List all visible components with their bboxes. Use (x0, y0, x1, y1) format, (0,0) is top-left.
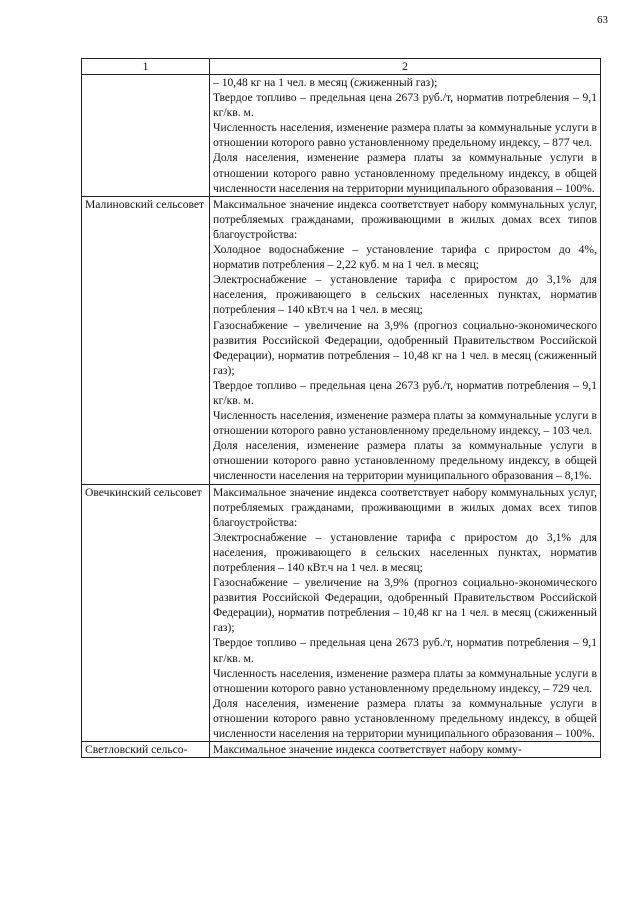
description-paragraph: Твердое топливо – предельная цена 2673 руб./т, норматив потребления – 9,1 кг/кв. м. (213, 91, 597, 120)
description-paragraph: Газоснабжение – увеличение на 3,9% (прогноз социально-экономического развития Российской Федерации, одобренный Правительством Российской Федерации), норматив потребления – 10,48 кг на 1 чел. в месяц (сжиженный газ); (213, 576, 597, 635)
table-row (82, 196, 601, 484)
indices-table (81, 58, 601, 758)
municipality-name (82, 75, 210, 197)
municipality-description (210, 484, 601, 742)
page-number: 63 (597, 14, 608, 26)
municipality-name: Овечкинский сельсовет (82, 484, 210, 742)
description-paragraph: Максимальное значение индекса соответствует набору коммунальных услуг, потребляемых гражданами, проживающими в жилых домах всех типов благоустройства: (213, 485, 597, 529)
description-paragraph: – 10,48 кг на 1 чел. в месяц (сжиженный газ); (213, 76, 438, 89)
description-paragraph: Максимальное значение индекса соответствует набору комму- (213, 743, 522, 757)
description-paragraph: Максимальное значение индекса соответствует набору коммунальных услуг, потребляемых гражданами, проживающими в жилых домах всех типов благоустройства: (213, 197, 597, 241)
municipality-name: Светловский сельсо- (82, 742, 210, 758)
table-header-row (82, 59, 601, 75)
table-row (82, 75, 601, 197)
description-paragraph: Численность населения, изменение размера платы за коммунальные услуги в отношении которого равно установленному предельному индексу, – 103 чел. (213, 409, 597, 438)
column-header-2: 2 (210, 59, 601, 75)
description-paragraph: Численность населения, изменение размера платы за коммунальные услуги в отношении которого равно установленному предельному индексу, – 729 чел. (213, 666, 597, 695)
table-row (82, 484, 601, 742)
municipality-description (210, 75, 601, 197)
description-paragraph: Газоснабжение – увеличение на 3,9% (прогноз социально-экономического развития Российской Федерации, одобренный Правительством Российской Федерации), норматив потребления – 10,48 кг на 1 чел. в месяц (сжиженный газ); (213, 318, 597, 377)
description-paragraph: Электроснабжение – установление тарифа с приростом до 3,1% для населения, проживающего в сельских населенных пунктах, норматив потребления – 140 кВт.ч на 1 чел. в месяц; (213, 530, 597, 574)
description-paragraph: Численность населения, изменение размера платы за коммунальные услуги в отношении которого равно установленному предельному индексу, – 877 чел. (213, 121, 597, 150)
municipality-description (210, 196, 601, 484)
description-paragraph: Доля населения, изменение размера платы за коммунальные услуги в отношении которого равно установленному предельному индексу, в общей численности населения на территории муниципального образования – 100%. (213, 151, 597, 195)
description-paragraph: Доля населения, изменение размера платы за коммунальные услуги в отношении которого равно установленному предельному индексу, в общей численности населения на территории муниципального образования – 100%. (213, 696, 597, 741)
description-paragraph: Электроснабжение – установление тарифа с приростом до 3,1% для населения, проживающего в сельских населенных пунктах, норматив потребления – 140 кВт.ч на 1 чел. в месяц; (213, 273, 597, 317)
description-paragraph: Доля населения, изменение размера платы за коммунальные услуги в отношении которого равно установленному предельному индексу, в общей численности населения на территории муниципального образования – 8,1%. (213, 439, 597, 483)
description-paragraph: Твердое топливо – предельная цена 2673 руб./т, норматив потребления – 9,1 кг/кв. м. (213, 636, 597, 665)
table-row (82, 742, 601, 758)
municipality-name: Малиновский сельсовет (82, 196, 210, 484)
column-header-1: 1 (82, 59, 210, 75)
municipality-description (210, 742, 601, 758)
description-paragraph: Твердое топливо – предельная цена 2673 руб./т, норматив потребления – 9,1 кг/кв. м. (213, 378, 597, 407)
description-paragraph: Холодное водоснабжение – установление тарифа с приростом до 4%, норматив потребления – 2,22 куб. м на 1 чел. в месяц; (213, 243, 597, 272)
